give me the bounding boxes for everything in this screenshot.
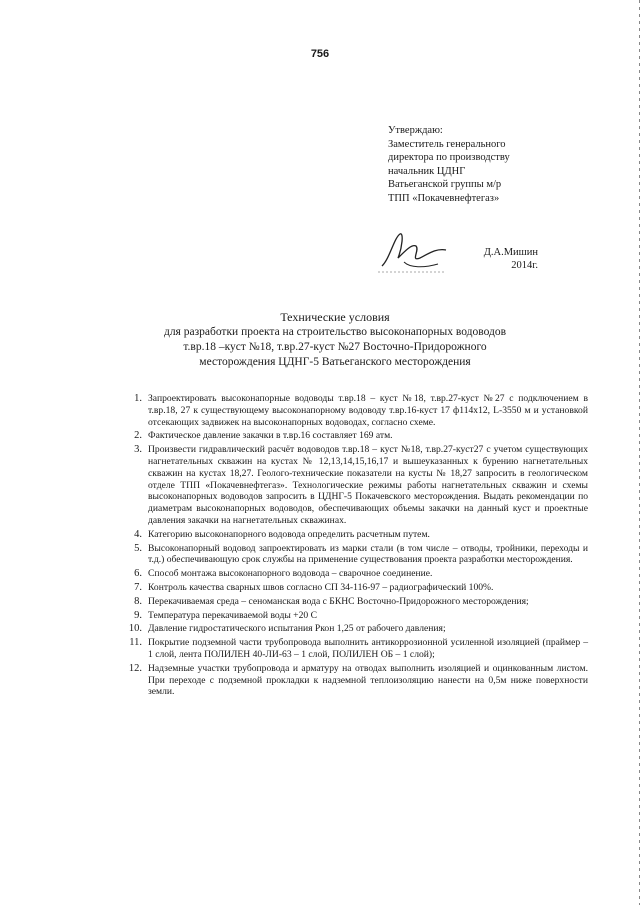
item-number: 8.: [134, 595, 142, 607]
list-item: [120, 610, 588, 622]
item-number: 10.: [128, 623, 142, 635]
list-item: [120, 623, 588, 635]
item-text: Перекачиваемая среда – сеноманская вода с БКНС Восточно-Придорожного месторождения;: [148, 595, 529, 607]
item-number: 1.: [134, 393, 142, 404]
approval-line: Ватьеганской группы м/р: [388, 179, 502, 191]
item-number: 11.: [129, 637, 142, 649]
list-item: [120, 543, 588, 567]
item-text: Способ монтажа высоконапорного водовода – сварочное соединение.: [148, 568, 433, 580]
list-item: [120, 637, 588, 661]
page-number: 756: [310, 48, 330, 60]
list-item: [120, 663, 588, 698]
item-text: Покрытие подземной части трубопровода выполнить антикоррозионной усиленной изоляцией (праймер – 1 слой, лента ПОЛИЛЕН 40-ЛИ-63 – 1 слой, ПОЛИЛЕН ОБ – 1 слой);: [148, 637, 588, 660]
approval-line: Утверждаю:: [388, 125, 443, 136]
list-item: [120, 582, 588, 594]
item-text: Запроектировать высоконапорные водоводы т.вр.18 – куст №18, т.вр.27-куст №27 с подключением в т.вр.18, 27 к существующему высоконапорному водоводу т.вр.16-куст 17 ф114х12, L-3550 м и установкой отсекающих задвижек на высоконапорных водоводах, согласно схеме.: [148, 393, 588, 428]
item-number: 2.: [134, 430, 142, 442]
item-text: Контроль качества сварных швов согласно СП 34-116-97 – радиографический 100%.: [148, 581, 494, 593]
list-item: [120, 444, 588, 527]
item-text: Давление гидростатического испытания Ркон 1,25 от рабочего давления;: [148, 623, 446, 635]
list-item: [120, 430, 588, 442]
list-item: [120, 529, 588, 541]
approval-line: начальник ЦДНГ: [388, 165, 466, 177]
title-line: для разработки проекта на строительство высоконапорных водоводов: [163, 326, 507, 338]
item-text: Высоконапорный водовод запроектировать из марки стали (в том числе – отводы, тройники, переходы и т.д.) обеспечивающую срок службы на применение существования проекта разработки месторождения.: [148, 542, 588, 566]
requirements-list: [120, 393, 588, 700]
item-text: Категорию высоконапорного водовода определить расчетным путем.: [148, 528, 430, 540]
approval-line: директора по производству: [388, 152, 510, 164]
item-number: 12.: [128, 662, 142, 674]
item-number: 3.: [134, 444, 142, 456]
list-item: [120, 568, 588, 580]
item-number: 7.: [134, 581, 142, 593]
signer-name: Д.А.Мишин: [483, 246, 538, 258]
approval-line: Заместитель генерального: [388, 138, 506, 150]
title-line: т.вр.18 –куст №18, т.вр.27-куст №27 Восточно-Придорожного: [183, 341, 487, 353]
handwritten-signature: [376, 228, 456, 274]
item-number: 6.: [134, 568, 142, 580]
approval-date: 2014г.: [511, 260, 538, 272]
list-item: [120, 393, 588, 428]
list-item: [120, 596, 588, 608]
item-number: 4.: [134, 528, 142, 540]
title-main: Технические условия: [280, 310, 390, 324]
item-text: Надземные участки трубопровода и арматуру на отводах выполнить изоляцией и оцинкованным листом. При переходе с подземной прокладки к надземной теплоизоляцию нанести на 0,5м ниже поверхности земли.: [148, 662, 588, 698]
title-line: месторождения ЦДНГ-5 Ватьеганского месторождения: [199, 356, 471, 368]
item-text: Произвести гидравлический расчёт водоводов т.вр.18 – куст №18, т.вр.27-куст27 с учетом существующих нагнетательных скважин на кустах № 12,13,14,15,16,17 и вышеуказанных к бурению нагнетательных скважин на кустах 18,27. Геолого-технические показатели на кусты № 18,27 запросить в геологическом отделе ТПП «Покачевнефтегаз». Технологические режимы работы нагнетательных скважин и схемы высоконапорных водоводов запросить в ЦДНГ-5 Покачевского месторождения. Выдать рекомендации по диаметрам высоконапорных водоводов, обеспечивающих объемы закачки на данный куст и проектные давления закачки на нагнетательных скважинах.: [148, 444, 588, 526]
item-number: 5.: [134, 542, 142, 554]
item-text: Фактическое давление закачки в т.вр.16 составляет 169 атм.: [148, 430, 393, 442]
item-number: 9.: [134, 609, 142, 621]
approval-line: ТПП «Покачевнефтегаз»: [388, 192, 500, 204]
item-text: Температура перекачиваемой воды +20 С: [148, 609, 317, 621]
document-title: [120, 310, 550, 370]
